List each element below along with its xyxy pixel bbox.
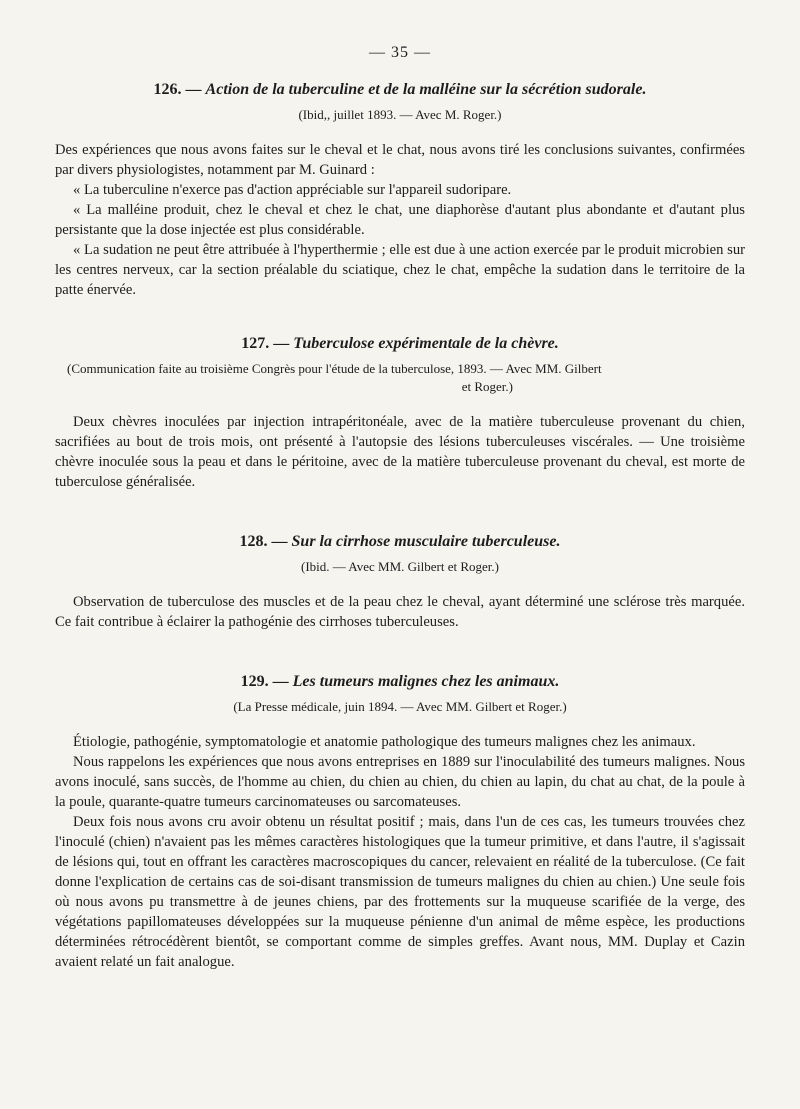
paragraph: « La malléine produit, chez le cheval et chez le chat, une diaphorèse d'autant plus abondante et d'autant plus persistante que la dose injectée est plus considérable. (55, 202, 745, 238)
entry-title (55, 334, 745, 354)
paragraph: Nous rappelons les expériences que nous avons entreprises en 1889 sur l'inoculabilité des tumeurs malignes. Nous avons inoculé, sans succès, de l'homme au chien, du chien au chien, du chien au lapin, du chat au chat, de la poule à la poule, quarante-quatre tumeurs carcinomateuses ou sarcomateuses. (55, 754, 745, 810)
page-content (55, 80, 745, 972)
entry-title (55, 672, 745, 692)
paragraph: « La sudation ne peut être attribuée à l'hyperthermie ; elle est due à une action exercée par le produit microbien sur les centres nerveux, car la section préalable du sciatique, chez le chat, empêche la sudation dans le territoire de la patte énervée. (55, 242, 745, 298)
entry-source: (Ibid,, juillet 1893. — Avec M. Roger.) (298, 107, 502, 122)
entry-source-line-2: et Roger.) (461, 379, 513, 394)
entry-129 (55, 672, 745, 972)
paragraph: Deux chèvres inoculées par injection intrapéritonéale, avec de la matière tuberculeuse provenant du chien, sacrifiées au bout de trois mois, ont présenté à l'autopsie des lésions tuberculeuses viscérales. — Une troisième chèvre inoculée sous la peau et dans le péritoine, avec de la matière tuberculeuse provenant du cheval, est morte de tuberculose généralisée. (55, 414, 745, 490)
entry-number: 129. — (240, 673, 289, 690)
entry-128 (55, 532, 745, 632)
paragraph: Observation de tuberculose des muscles et de la peau chez le cheval, ayant déterminé une sclérose très marquée. Ce fait contribue à éclairer la pathogénie des cirrhoses tuberculeuses. (55, 594, 745, 630)
entry-title-text: Action de la tuberculine et de la malléine sur la sécrétion sudorale. (205, 81, 647, 98)
entry-title (55, 80, 745, 100)
entry-source-line-1: (Communication faite au troisième Congrès pour l'étude de la tuberculose, 1893. — Avec MM. Gilbert (67, 361, 602, 376)
page-number: — 35 — (369, 44, 431, 61)
paragraph: Étiologie, pathogénie, symptomatologie et anatomie pathologique des tumeurs malignes chez les animaux. (73, 734, 696, 750)
entry-title-text: Tuberculose expérimentale de la chèvre. (293, 335, 559, 352)
entry-source: (Ibid. — Avec MM. Gilbert et Roger.) (301, 559, 499, 574)
entry-source: (La Presse médicale, juin 1894. — Avec MM. Gilbert et Roger.) (233, 699, 567, 714)
paragraph: Deux fois nous avons cru avoir obtenu un résultat positif ; mais, dans l'un de ces cas, les tumeurs trouvées chez l'inoculé (chien) n'avaient pas les mêmes caractères histologiques que la tumeur primitive, et dans l'autre, il s'agissait de lésions qui, tout en offrant les caractères macroscopiques du cancer, relevaient en réalité de la tuberculose. (Ce fait donne l'explication de certains cas de soi-disant transmission de tumeurs malignes du chien au chien.) Une seule fois où nous avons pu transmettre à de jeunes chiens, par des frottements sur la muqueuse scarifiée de la verge, des végétations papillomateuses développées sur la muqueuse pénienne d'un animal de même espèce, les productions déterminées rétrocédèrent bientôt, se comportant comme de simples greffes. Avant nous, MM. Duplay et Cazin avaient relaté un fait analogue. (55, 814, 745, 970)
entry-source (55, 360, 745, 396)
entry-126 (55, 80, 745, 300)
entry-number: 127. — (241, 335, 290, 352)
paragraph: « La tuberculine n'exerce pas d'action appréciable sur l'appareil sudoripare. (73, 182, 512, 198)
entry-127 (55, 334, 745, 492)
entry-title-text: Les tumeurs malignes chez les animaux. (292, 673, 560, 690)
entry-title-text: Sur la cirrhose musculaire tuberculeuse. (291, 533, 561, 550)
entry-number: 126. — (153, 81, 202, 98)
entry-number: 128. — (239, 533, 288, 550)
paragraph: Des expériences que nous avons faites sur le cheval et le chat, nous avons tiré les conclusions suivantes, confirmées par divers physiologistes, notamment par M. Guinard : (55, 142, 745, 178)
entry-title (55, 532, 745, 552)
